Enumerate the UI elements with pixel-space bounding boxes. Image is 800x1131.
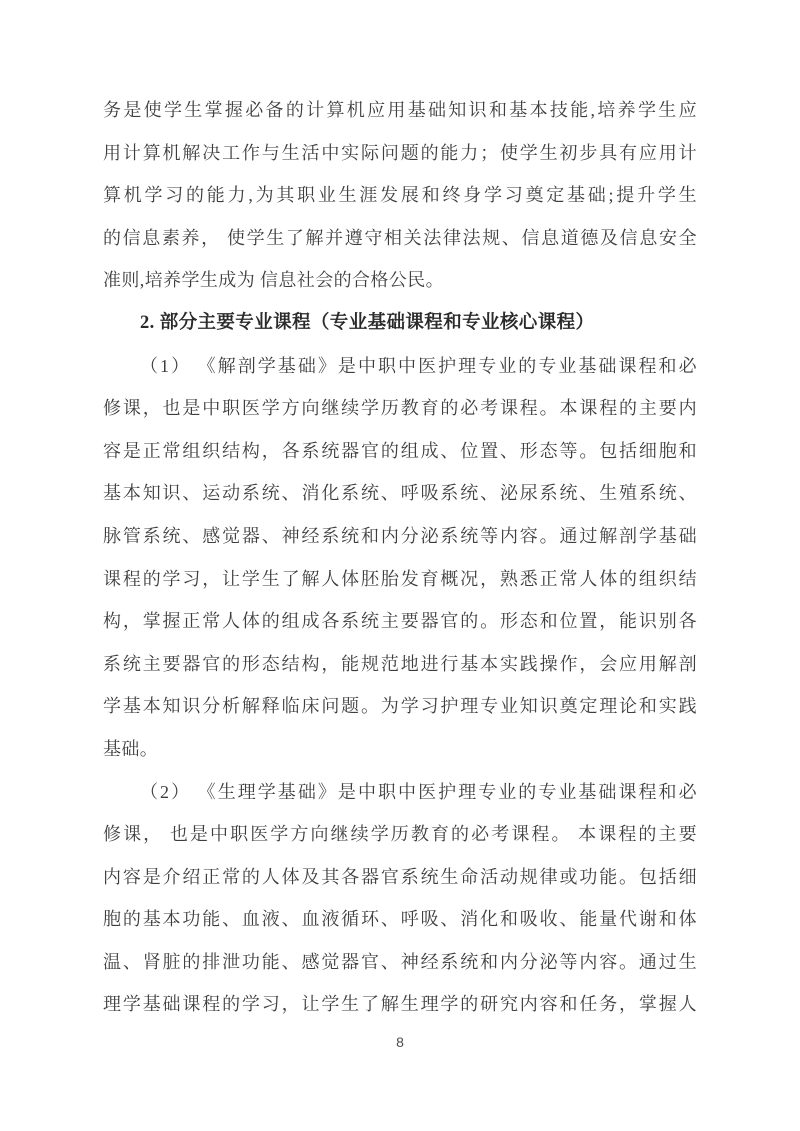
text-line: 修课，也是中职医学方向继续学历教育的必考课程。本课程的主要内 [103, 398, 697, 419]
section-heading: 2. 部分主要专业课程（专业基础课程和专业核心课程） [140, 312, 595, 333]
text-line: 内容是介绍正常的人体及其各器官系统生命活动规律或功能。包括细 [103, 866, 697, 887]
text-line: 算机学习的能力,为其职业生涯发展和终身学习奠定基础;提升学生 [103, 185, 697, 206]
text-line: 学基本知识分析解释临床问题。为学习护理专业知识奠定理论和实践 [103, 696, 697, 717]
text-line: （1） 《解剖学基础》是中职中医护理专业的专业基础课程和必 [140, 355, 697, 376]
text-line: 脉管系统、感觉器、神经系统和内分泌系统等内容。通过解剖学基础 [103, 525, 697, 546]
text-line: 务是使学生掌握必备的计算机应用基础知识和基本技能,培养学生应 [103, 100, 697, 120]
page-content [103, 89, 697, 1026]
text-line: 基本知识、运动系统、消化系统、呼吸系统、泌尿系统、生殖系统、 [103, 483, 697, 504]
text-line: （2） 《生理学基础》是中职中医护理专业的专业基础课程和必 [140, 781, 697, 802]
physiology-course-paragraph [103, 771, 697, 1027]
text-line: 构，掌握正常人体的组成各系统主要器官的。形态和位置，能识别各 [103, 611, 697, 632]
page-number: 8 [396, 1034, 404, 1050]
text-line: 修课， 也是中职医学方向继续学历教育的必考课程。 本课程的主要 [103, 824, 697, 845]
text-line: 准则,培养学生成为 信息社会的合格公民。 [103, 270, 444, 291]
text-line: 理学基础课程的学习，让学生了解生理学的研究内容和任务，掌握人 [103, 994, 697, 1015]
major-courses-heading [103, 302, 697, 345]
text-line: 课程的学习，让学生了解人体胚胎发育概况，熟悉正常人体的组织结 [103, 568, 697, 589]
text-line: 的信息素养， 使学生了解并遵守相关法律法规、信息道德及信息安全 [103, 227, 697, 248]
anatomy-course-paragraph [103, 345, 697, 771]
computer-course-paragraph [103, 89, 697, 302]
text-line: 用计算机解决工作与生活中实际问题的能力；使学生初步具有应用计 [103, 142, 697, 163]
text-line: 温、肾脏的排泄功能、感觉器官、神经系统和内分泌等内容。通过生 [103, 951, 697, 972]
text-line: 胞的基本功能、血液、血液循环、呼吸、消化和吸收、能量代谢和体 [103, 909, 697, 930]
text-line: 基础。 [103, 738, 159, 759]
text-line: 系统主要器官的形态结构，能规范地进行基本实践操作，会应用解剖 [103, 653, 697, 674]
text-line: 容是正常组织结构，各系统器官的组成、位置、形态等。包括细胞和 [103, 440, 697, 461]
